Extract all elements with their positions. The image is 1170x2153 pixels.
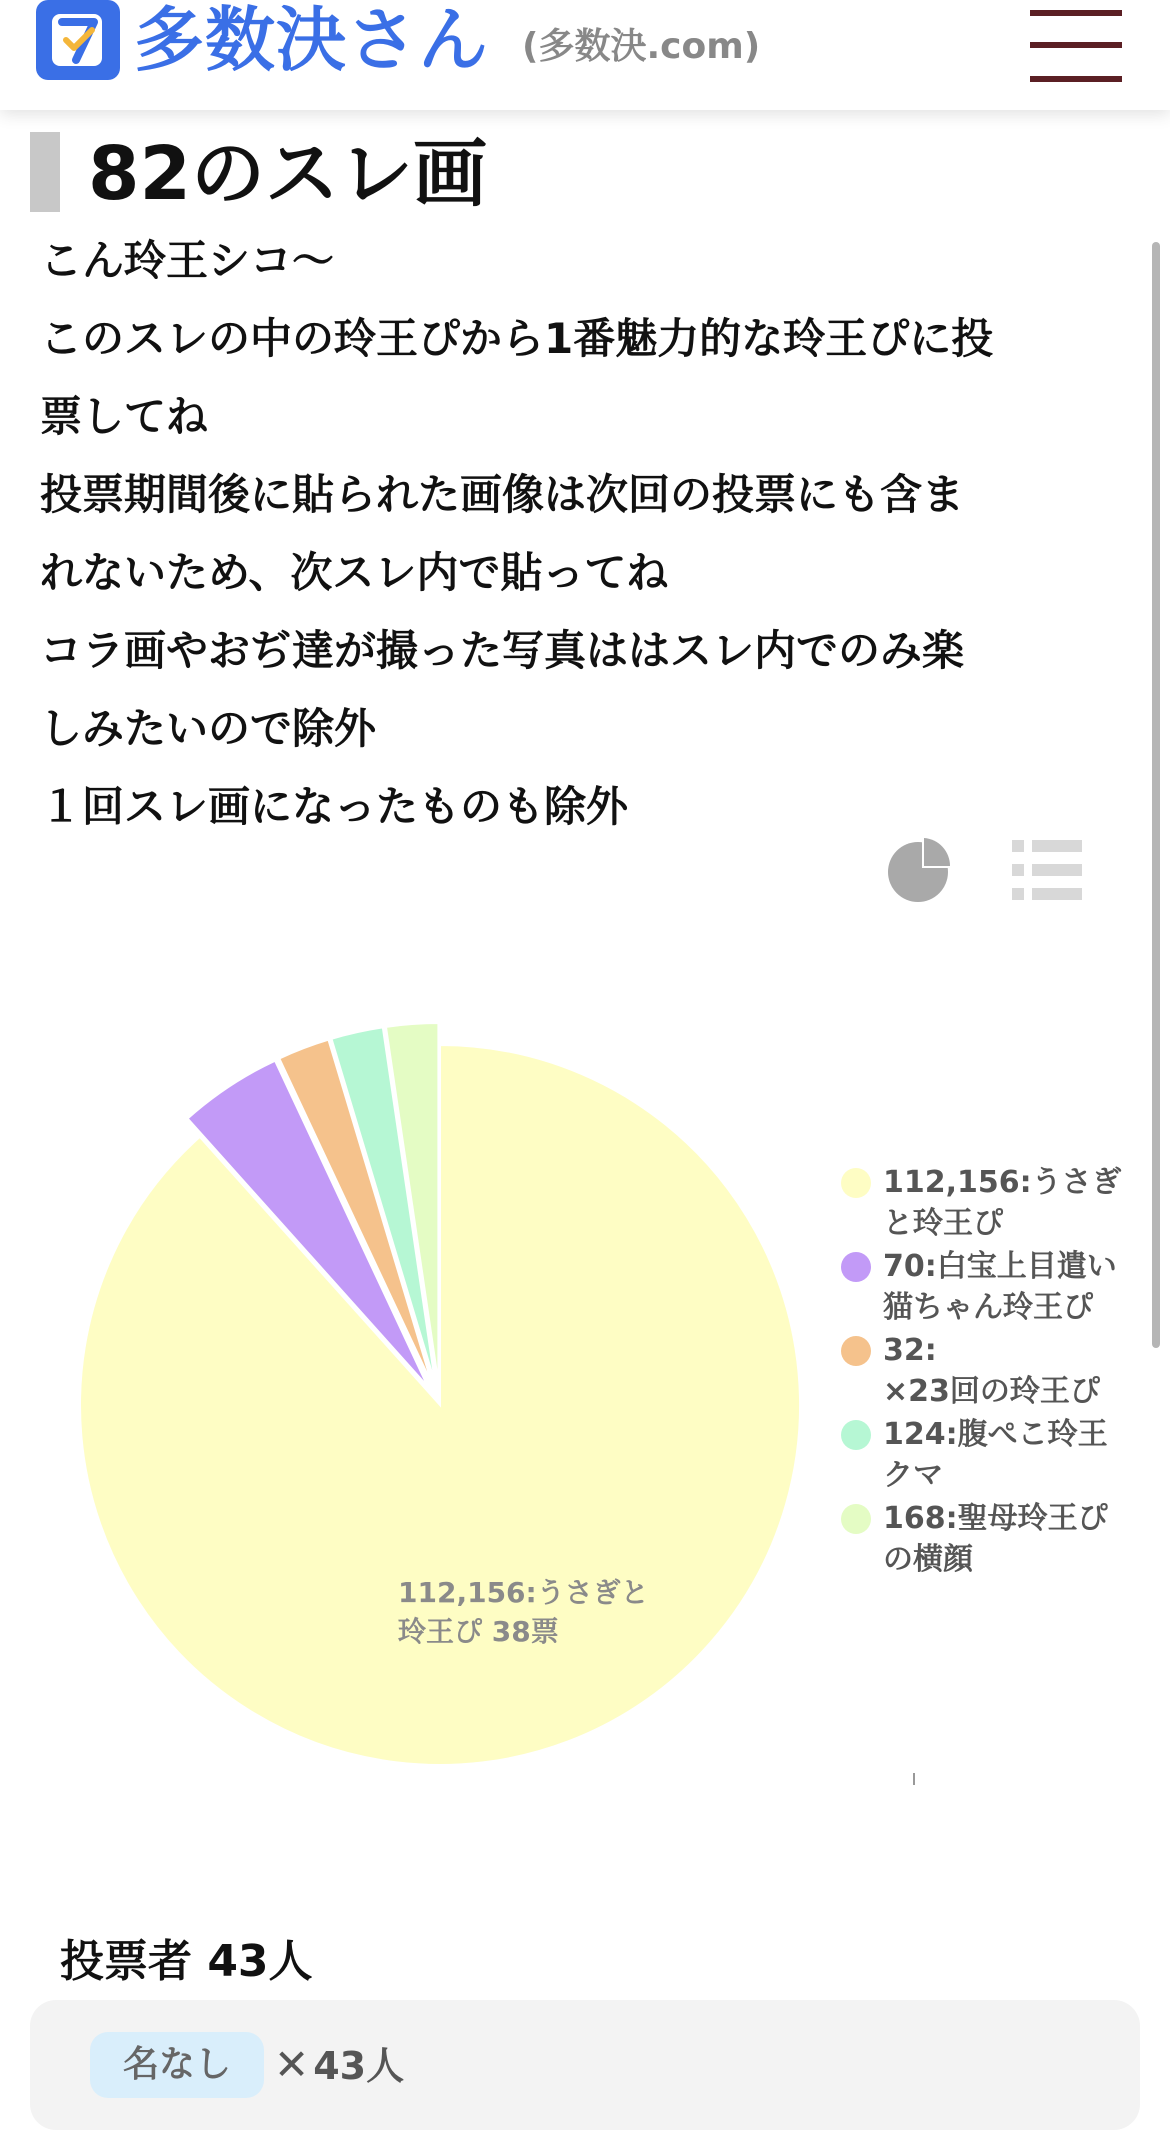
- description-line: 投票期間後に貼られた画像は次回の投票にも含ま: [40, 470, 965, 519]
- title-accent-bar: [30, 132, 60, 212]
- site-name[interactable]: 多数決さん: [134, 0, 489, 81]
- site-header: [0, 0, 1170, 110]
- description-line: 票してね: [40, 392, 209, 441]
- page-title: 82のスレ画: [88, 131, 487, 217]
- legend-label[interactable]: 168:聖母玲王ぴ: [883, 1501, 1108, 1536]
- list-icon: [1012, 838, 1082, 904]
- voter-chip-count: 43人: [313, 2044, 405, 2088]
- description-line: しみたいので除外: [40, 704, 377, 753]
- slice-label: 玲王ぴ 38票: [398, 1615, 559, 1648]
- legend-marker[interactable]: [841, 1252, 871, 1282]
- poll-description: [40, 222, 1140, 846]
- menu-bar-icon: [1030, 10, 1122, 16]
- legend-marker[interactable]: [841, 1420, 871, 1450]
- slice-label: 112,156:うさぎと: [398, 1576, 649, 1609]
- description-line: こん玲王シコ〜: [40, 236, 335, 285]
- description-line: れないため、次スレ内で貼ってね: [40, 548, 669, 597]
- pie-slice[interactable]: [80, 1045, 800, 1765]
- site-domain: (多数決.com): [522, 26, 761, 67]
- menu-bar-icon: [1030, 76, 1122, 82]
- menu-bar-icon: [1030, 42, 1122, 48]
- legend-marker[interactable]: [841, 1336, 871, 1366]
- legend-label[interactable]: 猫ちゃん玲王ぴ: [883, 1290, 1093, 1325]
- legend-label[interactable]: 32:: [883, 1333, 937, 1368]
- legend-label[interactable]: ×23回の玲王ぴ: [883, 1374, 1100, 1409]
- legend-label[interactable]: と玲王ぴ: [883, 1206, 1003, 1241]
- voter-name-chip[interactable]: 名なし: [90, 2032, 264, 2098]
- voter-list: [30, 2000, 1140, 2130]
- description-line: コラ画やおぢ達が撮った写真ははスレ内でのみ楽: [40, 626, 965, 675]
- chart-tick-mark: [913, 1773, 915, 1785]
- legend-label[interactable]: 70:白宝上目遣い: [883, 1249, 1117, 1284]
- description-line: このスレの中の玲王ぴから1番魅力的な玲王ぴに投: [40, 314, 994, 363]
- legend-marker[interactable]: [841, 1168, 871, 1198]
- pie-view-button[interactable]: [888, 836, 952, 902]
- pie-chart: [0, 990, 1170, 1810]
- voter-count-label: 投票者 43人: [60, 1936, 313, 1987]
- legend-label[interactable]: 124:腹ぺこ玲王: [883, 1417, 1108, 1452]
- voter-multiplier: [274, 2032, 404, 2098]
- legend-marker[interactable]: [841, 1504, 871, 1534]
- pie-chart-icon: [888, 836, 952, 902]
- times-icon: ✕: [274, 2040, 310, 2089]
- site-logo-icon[interactable]: [36, 0, 120, 80]
- list-view-button[interactable]: [1012, 838, 1082, 904]
- hamburger-menu-button[interactable]: [1030, 10, 1122, 84]
- description-line: １回スレ画になったものも除外: [40, 782, 629, 831]
- legend-label[interactable]: の横顔: [883, 1542, 973, 1577]
- legend-label[interactable]: 112,156:うさぎ: [883, 1165, 1122, 1200]
- legend-label[interactable]: クマ: [883, 1458, 943, 1493]
